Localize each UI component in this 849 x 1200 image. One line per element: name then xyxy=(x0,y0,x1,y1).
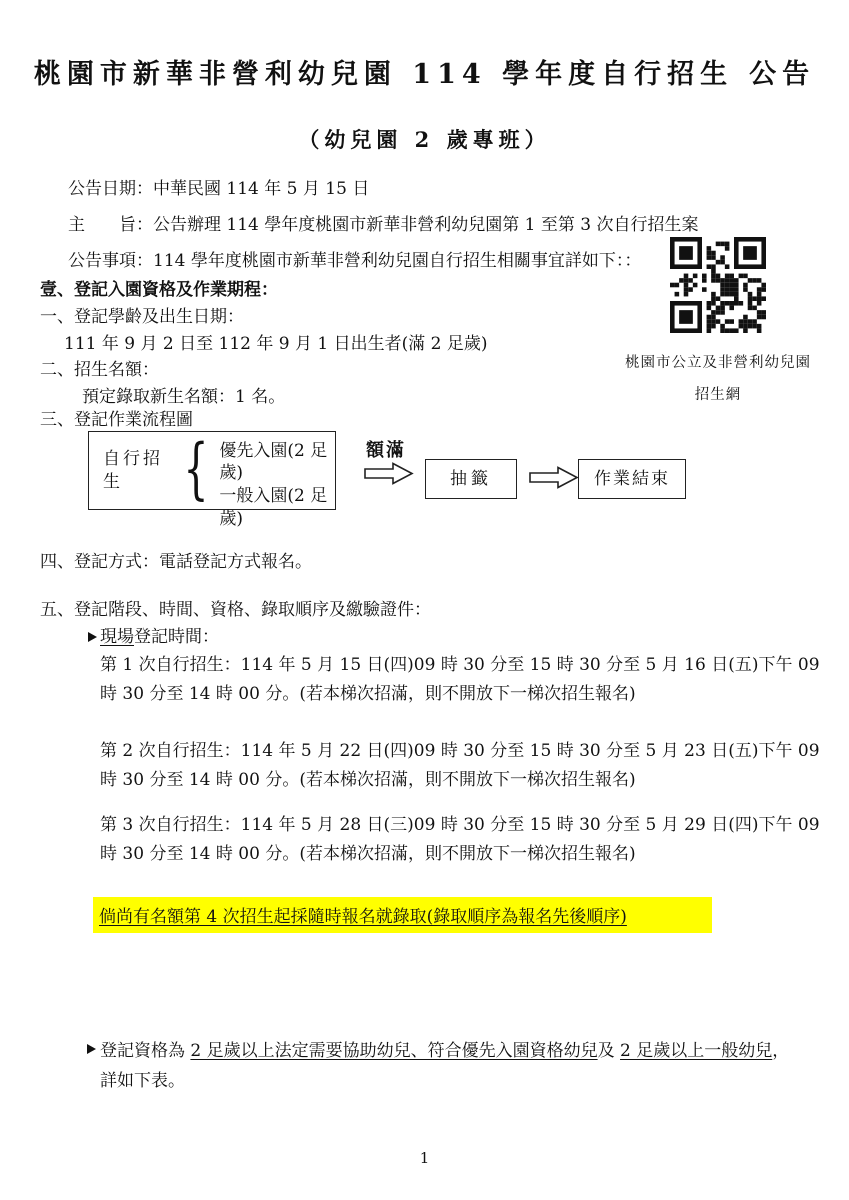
highlight-note xyxy=(93,897,712,933)
matters-line: 公告事項：114 學年度桃園市新華非營利幼兒園自行招生相關事宜詳如下：： xyxy=(68,251,642,271)
section5-title: 五、登記階段、時間、資格、錄取順序及繳驗證件： xyxy=(40,600,431,620)
section1-item2-title: 二、招生名額： xyxy=(40,360,159,380)
triangle-bullet-icon xyxy=(88,632,97,642)
section1-heading: 壹、登記入園資格及作業期程： xyxy=(40,280,278,300)
page-title xyxy=(0,52,849,91)
onsite-rest: 登記時間： xyxy=(134,627,219,647)
flowchart-source-label: 自行招生 xyxy=(103,448,163,492)
section1-item1-title: 一、登記學齡及出生日期： xyxy=(40,307,244,327)
eligibility-prefix: 登記資格為 xyxy=(100,1041,191,1061)
brace-glyph: { xyxy=(183,429,209,507)
announce-date: 公告日期：中華民國 114 年 5 月 15 日 xyxy=(68,179,370,199)
flowchart-branch-priority: 優先入園(2 足歲) xyxy=(219,440,328,484)
flowchart-end-box xyxy=(578,459,686,499)
round2-paragraph: 第 2 次自行招生：114 年 5 月 22 日(四)09 時 30 分至 15 時 30 分至 5 月 23 日(五)下午 09 時 30 分至 14 時 00 分。(若本梯次招滿，則不開放下一梯次招生報名) xyxy=(100,741,820,790)
section1-item1-body: 111 年 9 月 2 日至 112 年 9 月 1 日出生者(滿 2 足歲) xyxy=(64,334,488,354)
hollow-arrow-icon xyxy=(529,466,579,489)
highlight-note-text: 倘尚有名額第 4 次招生起採隨時報名就錄取(錄取順序為報名先後順序) xyxy=(99,907,627,927)
section1-item2-body: 預定錄取新生名額：1 名。 xyxy=(82,387,286,407)
page-title-main: 桃園市新華非營利幼兒園 114 學年度自行招生 xyxy=(33,59,734,90)
flowchart-branch-general: 一般入園(2 足歲) xyxy=(219,486,328,530)
subject-line: 主 旨：公告辦理 114 學年度桃園市新華非營利幼兒園第 1 至第 3 次自行招生案 xyxy=(68,215,699,235)
round3-paragraph: 第 3 次自行招生：114 年 5 月 28 日(三)09 時 30 分至 15 時 30 分至 5 月 29 日(四)下午 09 時 30 分至 14 時 00 分。(若本梯次招滿，則不開放下一梯次招生報名) xyxy=(100,815,820,864)
qr-caption-line1: 桃園市公立及非營利幼兒園 xyxy=(625,355,811,371)
onsite-time-label xyxy=(88,626,219,649)
round1-paragraph: 第 1 次自行招生：114 年 5 月 15 日(四)09 時 30 分至 15 時 30 分至 5 月 16 日(五)下午 09 時 30 分至 14 時 00 分。(若本梯次招滿，則不開放下一梯次招生報名) xyxy=(100,655,820,704)
page-number: 1 xyxy=(419,1149,430,1167)
page-subtitle: （幼兒園 2 歲專班） xyxy=(298,127,551,152)
qr-caption-line2: 招生網 xyxy=(694,386,742,403)
eligibility-underline2: 2 足歲以上一般幼兒 xyxy=(620,1041,773,1061)
eligibility-underline1: 2 足歲以上法定需要協助幼兒、符合優先入園資格幼兒 xyxy=(190,1041,598,1061)
flowchart-lottery-box xyxy=(425,459,517,499)
eligibility-line2: 詳如下表。 xyxy=(100,1071,185,1091)
eligibility-mid: 及 xyxy=(597,1041,621,1061)
hollow-arrow-icon xyxy=(364,462,414,485)
section1-item3-title: 三、登記作業流程圖 xyxy=(40,410,193,430)
flowchart-end-label: 作業結束 xyxy=(594,468,670,489)
qr-block xyxy=(620,237,816,412)
triangle-bullet-icon xyxy=(87,1044,96,1054)
flowchart-arrow1-label: 額滿 xyxy=(366,440,406,461)
item4-line: 四、登記方式：電話登記方式報名。 xyxy=(40,552,312,572)
eligibility-paragraph xyxy=(100,1036,824,1096)
flowchart-lottery-label: 抽籤 xyxy=(450,468,492,489)
flowchart-source-box xyxy=(88,429,336,530)
page-title-tail: 公告 xyxy=(749,59,816,90)
qr-code xyxy=(670,237,766,333)
onsite-underlined: 現場 xyxy=(100,627,134,647)
eligibility-suffix: ， xyxy=(772,1041,790,1061)
